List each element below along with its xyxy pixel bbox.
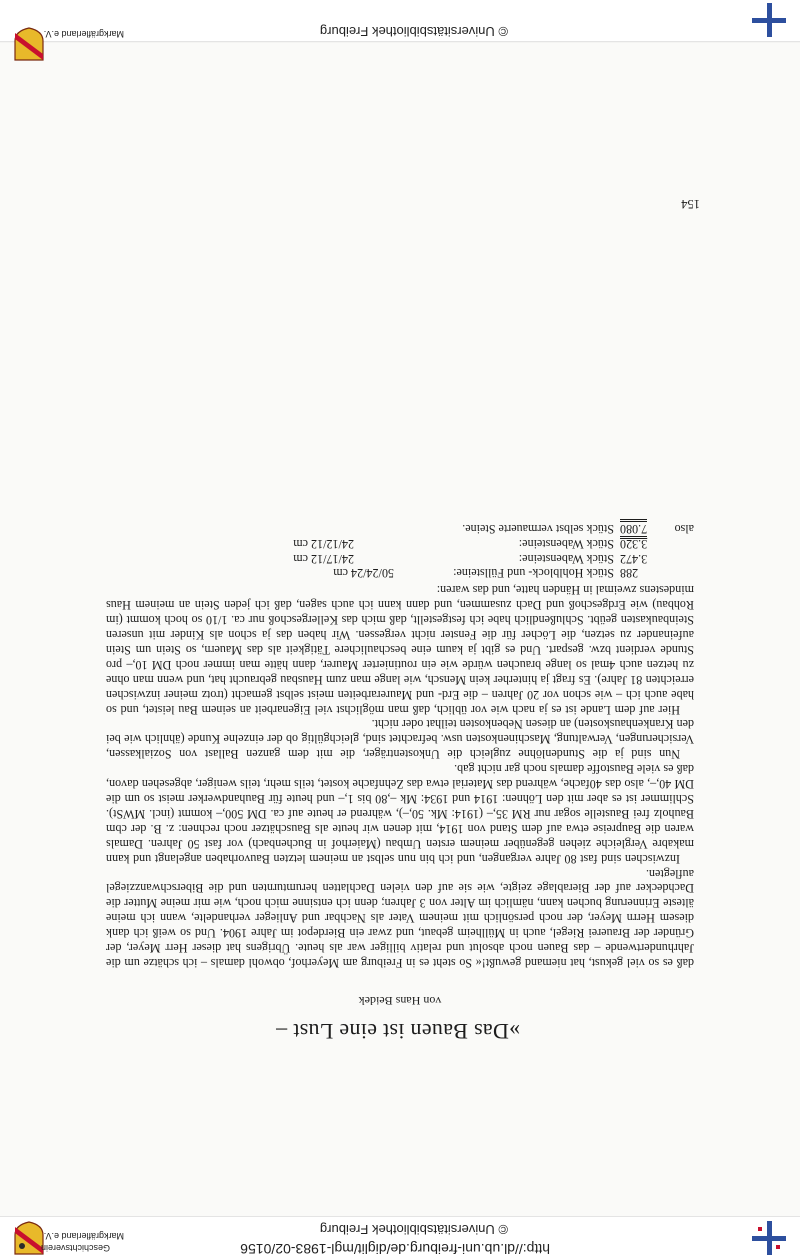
stone-count: 3.472 — [620, 551, 648, 566]
page-number: 154 — [681, 197, 700, 211]
header-url[interactable]: http://dl.ub.uni-freiburg.de/diglit/mgl-1983-02/0156 — [240, 1241, 550, 1257]
ub-freiburg-logo — [752, 1221, 786, 1255]
stone-count: 3.320 — [620, 536, 648, 551]
stone-total-row — [106, 521, 694, 536]
stone-label: Stück Wabensteine: — [518, 536, 614, 551]
footer-bar — [0, 0, 800, 42]
paragraph-2: Inzwischen sind fast 80 Jahre vergangen, und ich bin nun selbst an meinem letzten Bauvorhaben angelangt und kann makabre Vergleiche ziehen gegenüber meinem ersten Umbau (Maierhof in Buchenbach) vor fast 50 Jahren. Damals waren die Baupreise etwa auf dem Stand von 1914, mit denen wir heute als Bauschätzer noch rechnen: z. B. der cbm Bauholz frei Baustelle sogar nur RM 35,– (1914: Mk. 50,–), während er heute auf ca. DM 500,– kommt (incl. MWSt). Schlimmer ist es aber mit den Löhnen: 1914 und 1934: Mk –,80 bis 1,– und heute für Bauhandwerker meist so um die DM 40,–, also das 40fache, während das Material etwa das Zehnfache kostet, teils mehr, teils weniger, abgesehen davon, daß es viele Baustoffe damals noch gar nicht gab. — [106, 762, 694, 866]
society-name: Geschichtsverein — [40, 1243, 110, 1253]
paragraph-1: daß es so viel gekust, hat niemand gewußt!« So steht es in Freiburg am Meyerhof, obwohl damals – ich schätze um die Jahrhundertwende – das Bauen noch absolut und relativ billiger war als heute. Übrigens hat dieser Herr Meyer, der Gründer der Brauerei Riegel, auch in Müllheim gebaut, und zwar ein Bierdepot im Jahre 1904. Und so weiß ich dank diesem Herrn Meyer, der noch persönlich mit meinem Vater als Nachbar und Anlieger verhandelte, wann ich meine älteste Erinnerung buchen kann, nämlich im Alter von 3 Jahren; denn ich entsinne mich noch, wie mir meine Mutter die Dachdecker auf der Bierablage zeigte, wie sie auf den vielen Dachlatten herumturnten und die Biberschwanzziegel auflegten. — [106, 866, 694, 970]
stone-list — [106, 521, 694, 581]
scanned-page — [0, 43, 800, 1216]
stone-total-label: Stück selbst vermauerte Steine. — [462, 521, 614, 536]
stone-total-prefix: also — [674, 521, 694, 536]
article-title: »Das Bauen ist eine Lust – — [275, 1019, 521, 1044]
ub-freiburg-logo-footer — [752, 3, 786, 37]
stone-row — [106, 566, 694, 581]
stone-size: 50/24/24 cm — [333, 566, 394, 581]
society-region: Markgräflerland e.V. — [43, 1231, 124, 1241]
stone-size: 24/12/12 cm — [293, 536, 354, 551]
stone-total-count: 7.080 — [620, 519, 647, 537]
article-body — [106, 521, 694, 970]
stone-label: Stück Wabensteine: — [518, 551, 614, 566]
geschichtsverein-crest-icon — [14, 1221, 44, 1255]
article-author: von Hans Beidek — [358, 994, 442, 1008]
stone-label: Stück Hohlblock- und Füllsteine: — [453, 566, 614, 581]
stone-count: 288 — [620, 566, 639, 581]
stone-row — [106, 551, 694, 566]
footer-society-region: Markgräflerland e.V. — [43, 29, 124, 39]
footer-copyright: © Universitätsbibliothek Freiburg — [319, 24, 508, 39]
header-copyright: © Universitätsbibliothek Freiburg — [319, 1222, 508, 1237]
stone-size: 24/17/12 cm — [293, 551, 354, 566]
geschichtsverein-crest-icon-footer — [14, 27, 44, 61]
paragraph-4: Hier auf dem Lande ist es ja nach wie vor üblich, daß man möglichst viel Eigenarbeit an seinem Bau leistet, und so habe auch ich – wie schon vor 20 Jahren – die Erd- und Maurerarbeiten meist selbst gemacht (trotz meiner inzwischen erreichten 81 Jahre). Es fragt ja hinterher kein Mensch, wie lange man zum Hausbau gebraucht hat, und wenn man ohne zu hetzen auch 4mal so lange brauchen würde wie ein routinierter Maurer, dann hätte man immer noch DM 10,– pro Stunde verdient bzw. gespart. Und es gibt ja kaum eine beschaulichere Tätigkeit als das Mauern, so Stein um Stein aufeinander zu setzen, die Löcher für die Fenster nicht vergessen. Wir haben das ja schon als Kinder mit unseren Steinbaukasten geübt. Schlußendlich habe ich festgestellt, daß mich das Kellergeschoß nur ca. 1/10 so hoch kommt (im Rohbau) wie Erdgeschoß und Dach zusammen, und dann kann ich auch sagen, daß ich jeden Stein an meinem Haus mindestens zweimal in Händen hatte, und das waren: — [106, 583, 694, 717]
paragraph-3: Nun sind ja die Stundenlöhne zugleich die Unkostenträger, die mit dem ganzen Ballast von Sozialkassen, Versicherungen, Verwaltung, Maschinenkosten usw. befrachtet sind, gleichgültig ob der einzelne Kunde (ähnlich wie bei den Krankenhauskosten) an diesen Nebenkosten teilhat oder nicht. — [106, 717, 694, 762]
stone-row — [106, 536, 694, 551]
header-bar — [0, 1216, 800, 1259]
